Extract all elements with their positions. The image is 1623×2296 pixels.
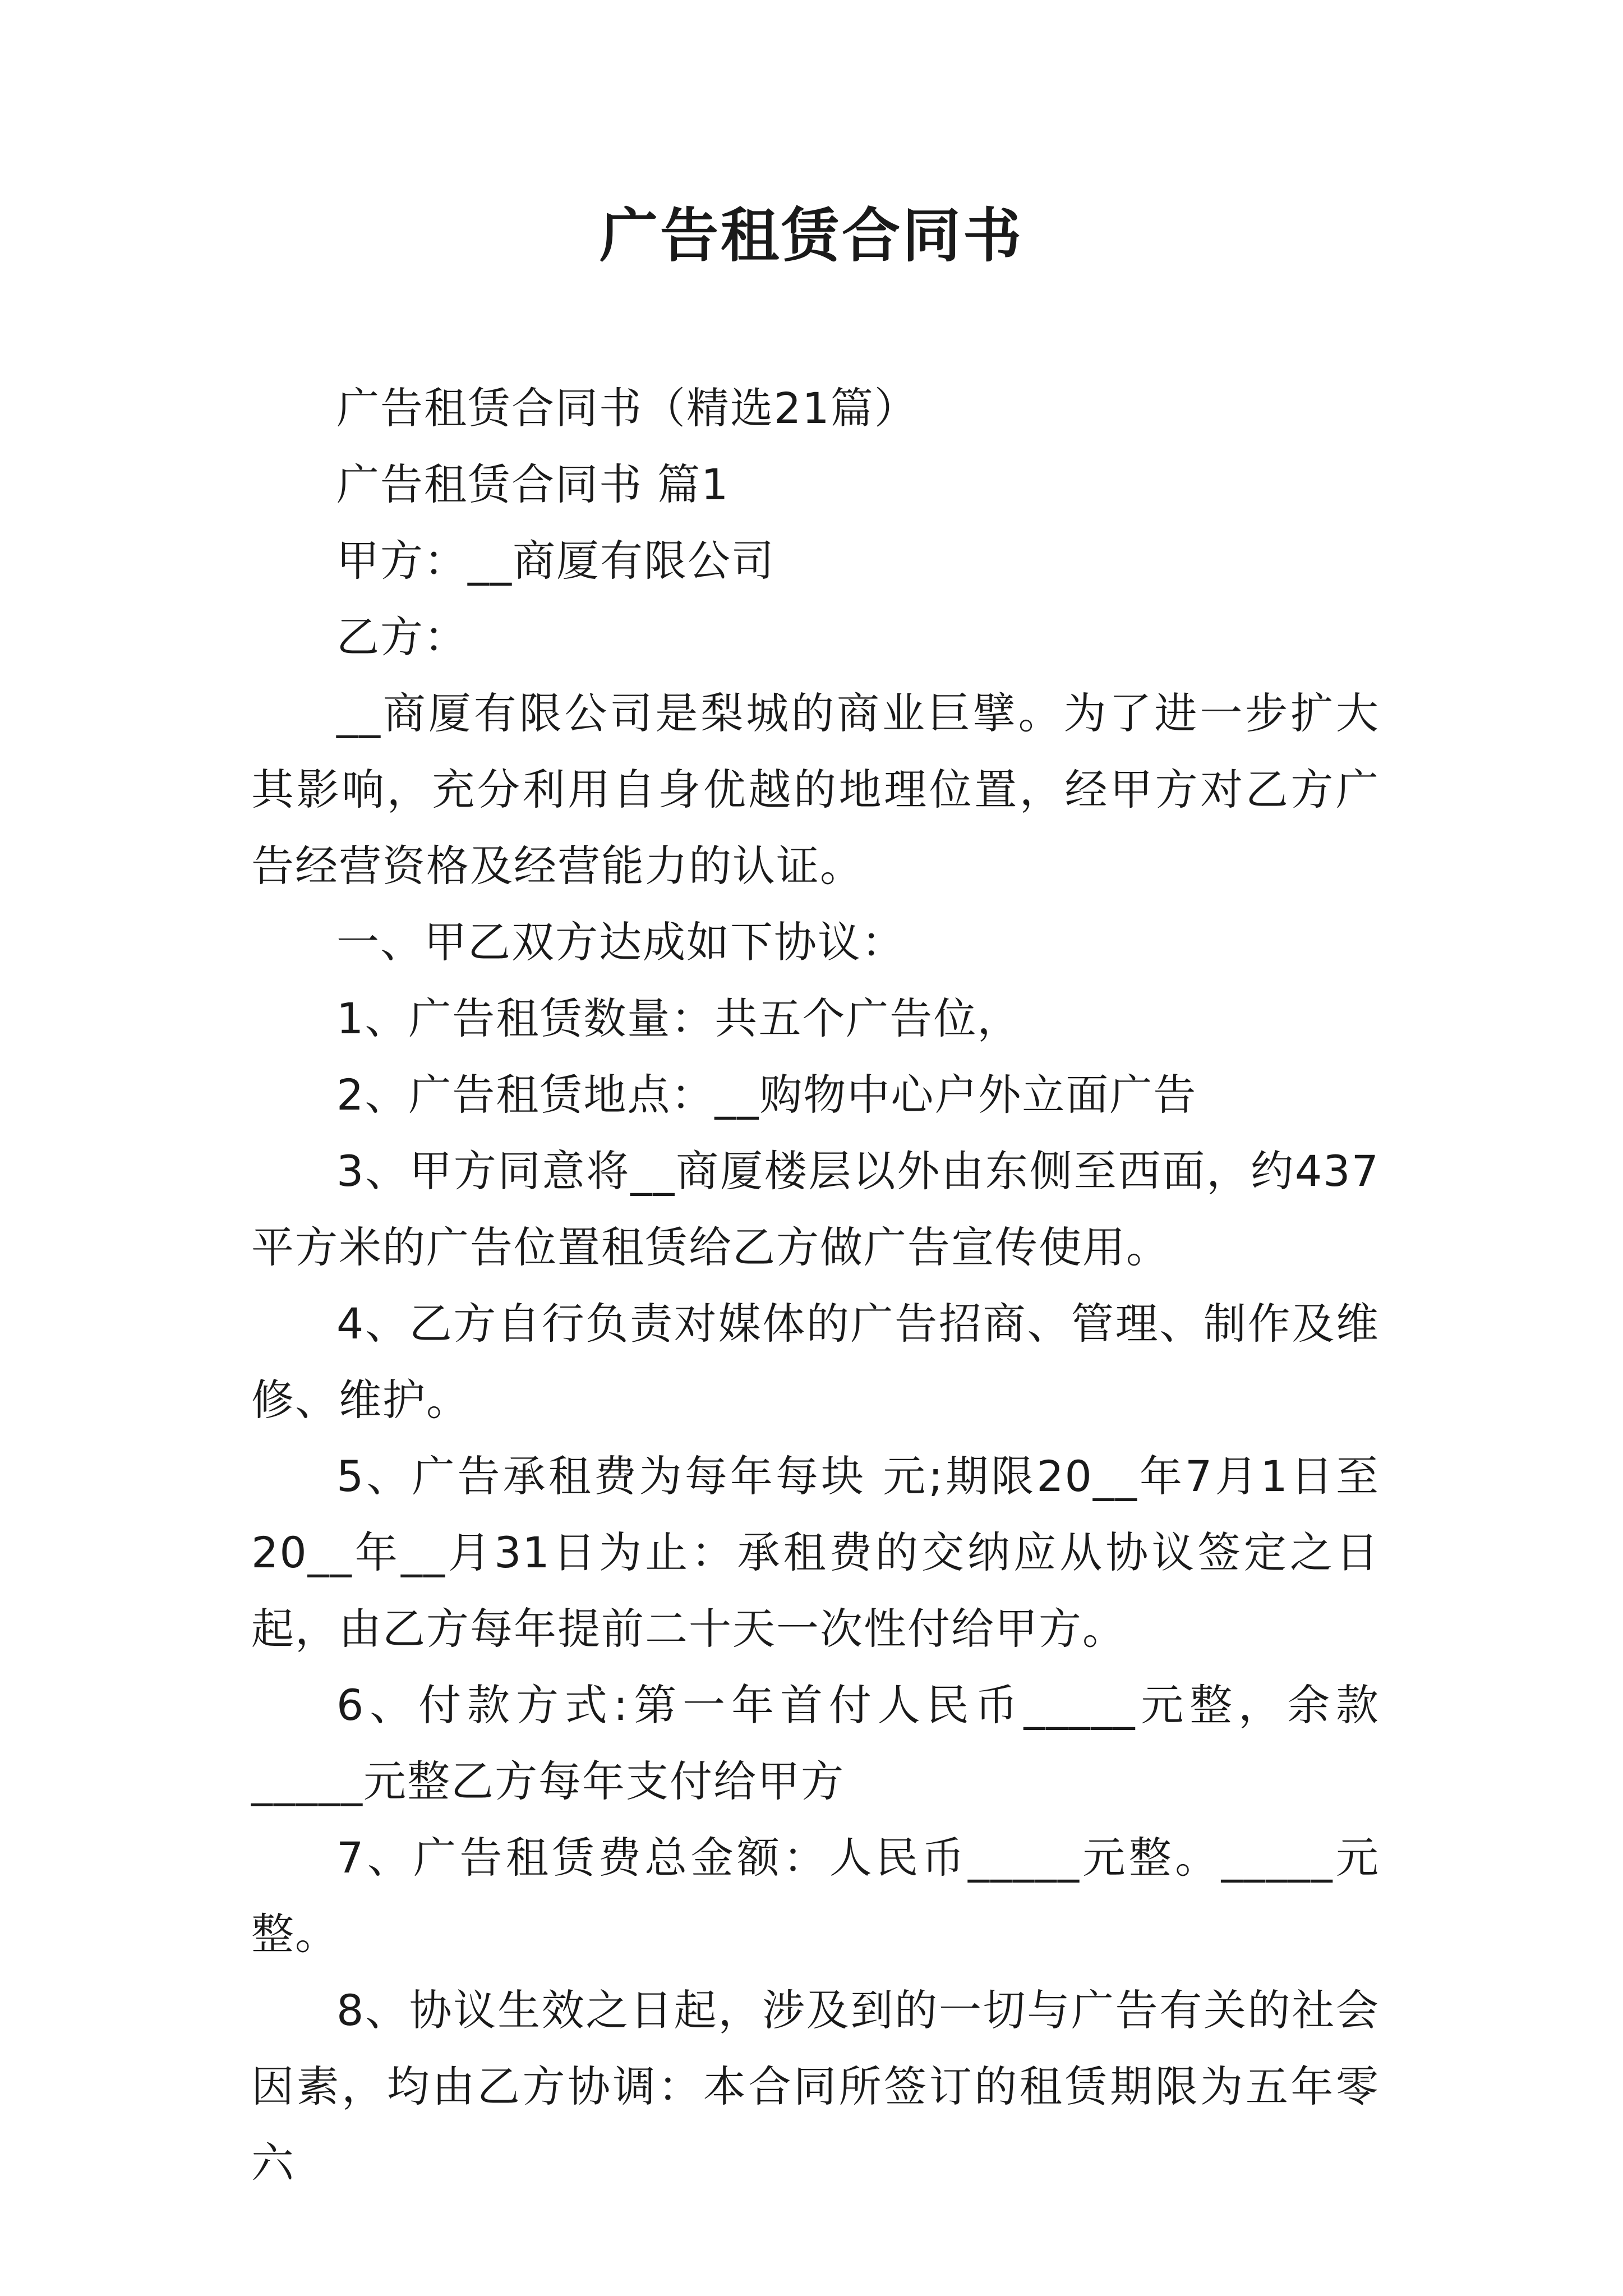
clause-8: 8、协议生效之日起，涉及到的一切与广告有关的社会因素，均由乙方协调：本合同所签订的租赁期限为五年零六: [251, 1985, 1380, 2188]
clause-5: 5、广告承租费为每年每块 元;期限20__年7月1日至20__年__月31日为止：承租费的交纳应从协议签定之日起，由乙方每年提前二十天一次性付给甲方。: [251, 1451, 1380, 1654]
paragraph-intro: __商厦有限公司是梨城的商业巨擘。为了进一步扩大其影响，充分利用自身优越的地理位置，经甲方对乙方广告经营资格及经营能力的认证。: [251, 688, 1380, 891]
document-body: [251, 370, 1380, 2201]
paragraph-section-title: 广告租赁合同书 篇1: [336, 459, 730, 509]
paragraph-party-a: 甲方：__商厦有限公司: [336, 536, 775, 586]
clause-3: 3、甲方同意将__商厦楼层以外由东侧至西面，约437平方米的广告位置租赁给乙方做广告宣传使用。: [251, 1146, 1380, 1272]
clause-7: 7、广告租赁费总金额：人民币_____元整。_____元整。: [251, 1833, 1380, 1959]
document-title: 广告租赁合同书: [599, 201, 1023, 270]
clause-2: 2、广告租赁地点：__购物中心户外立面广告: [336, 1070, 1197, 1120]
clause-4: 4、乙方自行负责对媒体的广告招商、管理、制作及维修、维护。: [251, 1299, 1380, 1425]
paragraph-agreement-heading: 一、甲乙双方达成如下协议：: [336, 917, 905, 967]
clause-1: 1、广告租赁数量：共五个广告位，: [336, 993, 1021, 1043]
clause-6: 6、付款方式:第一年首付人民币_____元整，余款_____元整乙方每年支付给甲方: [251, 1680, 1380, 1806]
paragraph-heading: 广告租赁合同书（精选21篇）: [336, 383, 918, 433]
paragraph-party-b: 乙方：: [336, 612, 468, 662]
